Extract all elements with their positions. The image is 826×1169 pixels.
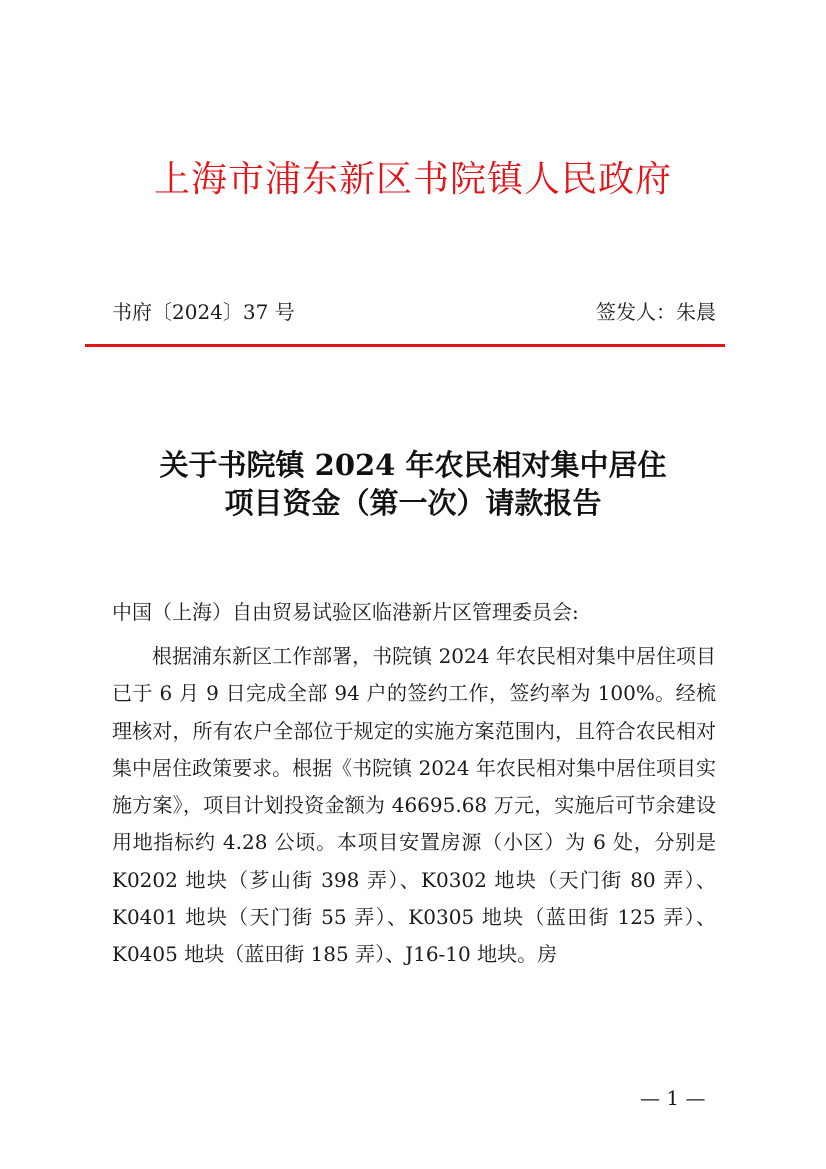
recipient-line: 中国（上海）自由贸易试验区临港新片区管理委员会: [112, 600, 579, 624]
document-title-line-1: 关于书院镇 2024 年农民相对集中居住 [159, 448, 667, 482]
signer-label: 签发人：朱晨 [596, 300, 716, 324]
document-meta-row [112, 296, 716, 328]
red-separator-line [85, 344, 725, 347]
document-title [0, 446, 826, 522]
document-title-line-2: 项目资金（第一次）请款报告 [224, 486, 602, 520]
document-number: 书府〔2024〕37 号 [112, 300, 295, 324]
page-number: — 1 — [640, 1086, 706, 1110]
body-paragraph: 根据浦东新区工作部署，书院镇 2024 年农民相对集中居住项目已于 6 月 9 日完成全部 94 户的签约工作，签约率为 100%。经梳理核对，所有农户全部位于规定的实施方案范围内，且符合农民相对集中居住政策要求。根据《书院镇 2024 年农民相对集中居住项目实施方案》，项目计划投资金额为 46695.68 万元，实施后可节余建设用地指标约 4.28 公顷。本项目安置房源（小区）为 6 处，分别是 K0202 地块（芗山街 398 弄）、K0302 地块（天门街 80 弄）、K0401 地块（天门街 55 弄）、K0305 地块（蓝田街 125 弄）、K0405 地块（蓝田街 185 弄）、J16-10 地块。房 [112, 644, 716, 967]
issuing-authority-header: 上海市浦东新区书院镇人民政府 [153, 159, 672, 200]
